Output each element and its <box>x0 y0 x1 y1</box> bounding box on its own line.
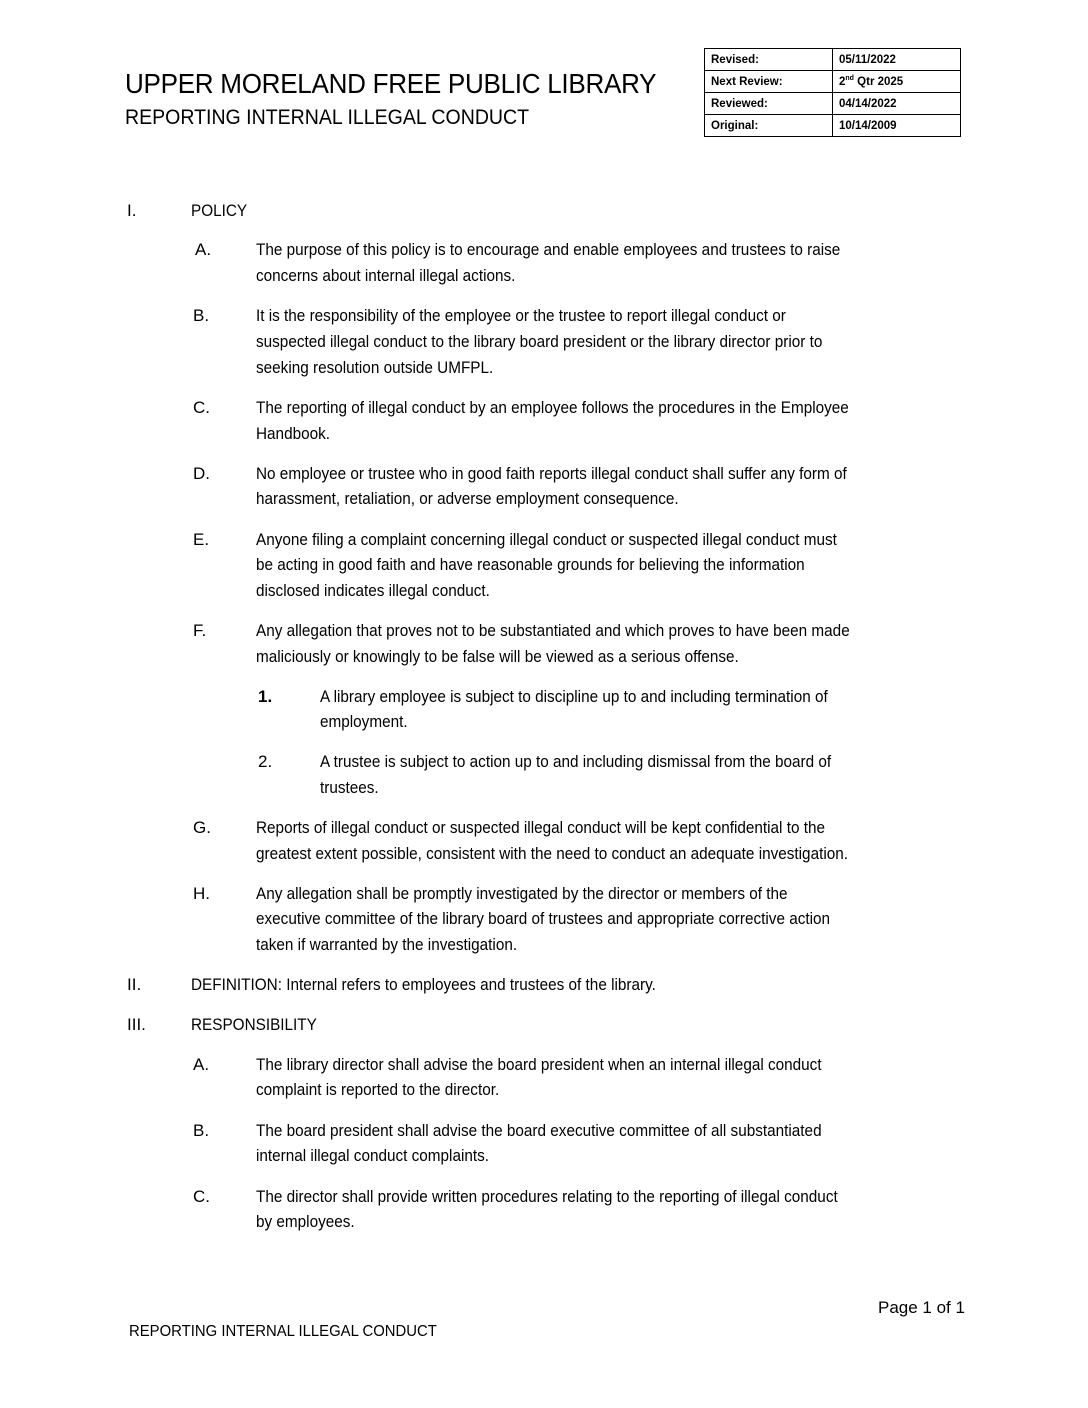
item-line: Any allegation shall be promptly investigated by the director or members of the <box>256 884 788 903</box>
section-heading: POLICY <box>191 201 248 220</box>
item-number: G. <box>193 818 211 837</box>
item-number: C. <box>193 1187 210 1206</box>
item-line: suspected illegal conduct to the library board president or the library director prior to <box>256 332 823 351</box>
item-number: B. <box>193 306 210 325</box>
item-line: Any allegation that proves not to be substantiated and which proves to have been made <box>256 621 850 640</box>
item-line: concerns about internal illegal actions. <box>256 266 516 285</box>
section-heading: DEFINITION: Internal refers to employees and trustees of the library. <box>191 975 656 994</box>
item-line: be acting in good faith and have reasonable grounds for believing the information <box>256 555 805 574</box>
section-number: III. <box>127 1015 146 1034</box>
revision-row-original <box>705 115 961 137</box>
reviewed-label: Reviewed: <box>705 93 833 115</box>
item-number: F. <box>193 621 207 640</box>
item-line: The library director shall advise the board president when an internal illegal conduct <box>256 1055 822 1074</box>
item-number: H. <box>193 884 210 903</box>
organization-title: UPPER MORELAND FREE PUBLIC LIBRARY <box>125 68 657 99</box>
item-line: The purpose of this policy is to encourage and enable employees and trustees to raise <box>256 240 841 259</box>
revised-value: 05/11/2022 <box>833 49 961 71</box>
item-number: C. <box>193 398 210 417</box>
section-heading: RESPONSIBILITY <box>191 1015 317 1034</box>
item-line: It is the responsibility of the employee or the trustee to report illegal conduct or <box>256 306 786 325</box>
revised-label: Revised: <box>705 49 833 71</box>
subitem-line: trustees. <box>320 778 379 797</box>
item-line: disclosed indicates illegal conduct. <box>256 581 490 600</box>
item-line: The director shall provide written procedures relating to the reporting of illegal conduct <box>256 1187 838 1206</box>
subitem-number: 1. <box>258 687 273 706</box>
next-review-quarter-year: Qtr 2025 <box>853 75 904 88</box>
item-line: The board president shall advise the board executive committee of all substantiated <box>256 1121 822 1140</box>
next-review-ordinal-suffix: nd <box>845 74 854 82</box>
next-review-label: Next Review: <box>705 71 833 93</box>
section-number: II. <box>127 975 142 994</box>
item-line: Handbook. <box>256 424 331 443</box>
revision-row-next-review <box>705 71 961 93</box>
item-line: by employees. <box>256 1212 355 1231</box>
next-review-value <box>833 71 961 93</box>
item-line: The reporting of illegal conduct by an employee follows the procedures in the Employee <box>256 398 849 417</box>
section-number: I. <box>127 201 137 220</box>
item-number: E. <box>193 530 210 549</box>
revision-table <box>704 48 961 137</box>
next-review-ordinal: 2 <box>839 75 846 88</box>
item-line: maliciously or knowingly to be false will be viewed as a serious offense. <box>256 647 739 666</box>
subitem-number: 2. <box>258 752 273 771</box>
item-line: greatest extent possible, consistent with the need to conduct an adequate investigation. <box>256 844 849 863</box>
document-title: REPORTING INTERNAL ILLEGAL CONDUCT <box>125 106 530 129</box>
revision-row-reviewed <box>705 93 961 115</box>
page-number: Page 1 of 1 <box>878 1298 965 1317</box>
item-line: harassment, retaliation, or adverse employment consequence. <box>256 489 679 508</box>
item-number: D. <box>193 464 210 483</box>
item-line: No employee or trustee who in good faith reports illegal conduct shall suffer any form of <box>256 464 847 483</box>
subitem-line: employment. <box>320 712 408 731</box>
item-line: internal illegal conduct complaints. <box>256 1146 490 1165</box>
original-label: Original: <box>705 115 833 137</box>
subitem-line: A trustee is subject to action up to and including dismissal from the board of <box>320 752 832 771</box>
item-line: complaint is reported to the director. <box>256 1080 500 1099</box>
reviewed-value: 04/14/2022 <box>833 93 961 115</box>
item-line: seeking resolution outside UMFPL. <box>256 358 494 377</box>
subitem-line: A library employee is subject to discipline up to and including termination of <box>320 687 828 706</box>
item-number: A. <box>193 1055 210 1074</box>
item-line: executive committee of the library board of trustees and appropriate corrective action <box>256 909 831 928</box>
item-number: B. <box>193 1121 210 1140</box>
original-value: 10/14/2009 <box>833 115 961 137</box>
item-number: A. <box>195 240 212 259</box>
revision-row-revised <box>705 49 961 71</box>
item-line: Anyone filing a complaint concerning illegal conduct or suspected illegal conduct must <box>256 530 837 549</box>
item-line: Reports of illegal conduct or suspected illegal conduct will be kept confidential to the <box>256 818 825 837</box>
item-line: taken if warranted by the investigation. <box>256 935 518 954</box>
footer-document-title: REPORTING INTERNAL ILLEGAL CONDUCT <box>129 1323 437 1340</box>
